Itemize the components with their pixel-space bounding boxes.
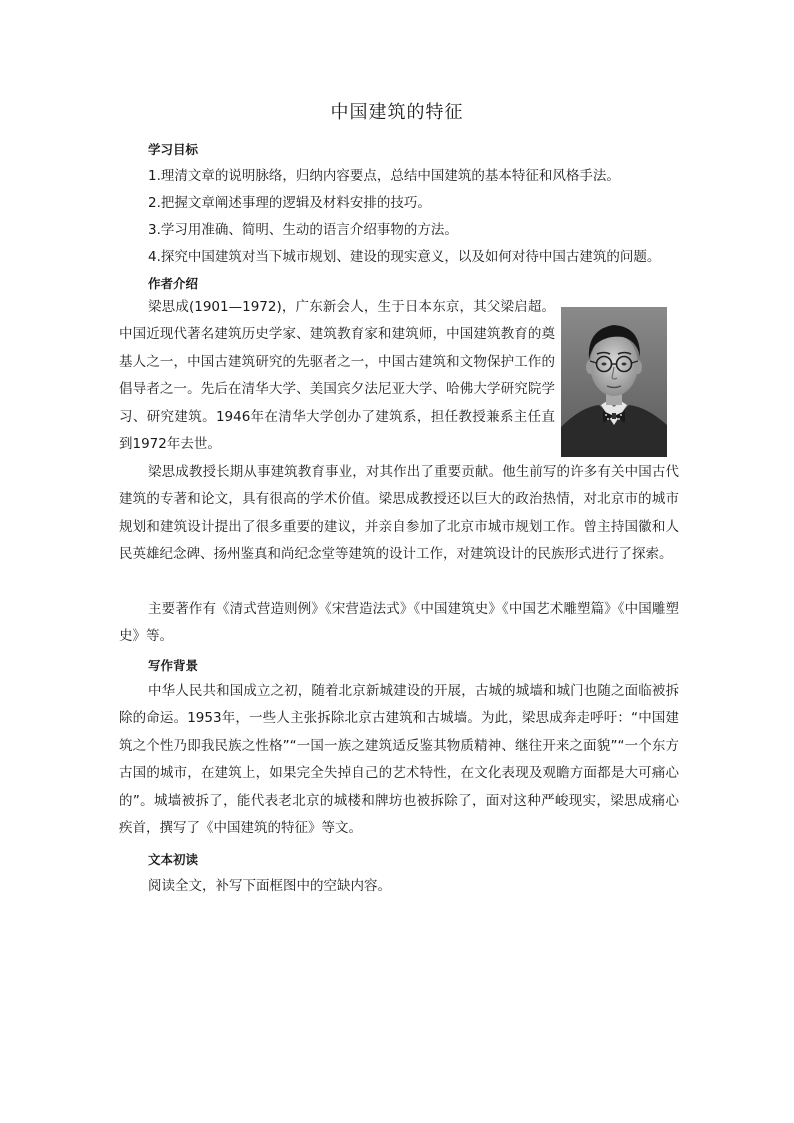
background-heading: 写作背景 (148, 658, 199, 673)
page-title: 中国建筑的特征 (330, 102, 464, 123)
portrait-image (561, 307, 667, 457)
objective-item: 2.把握文章阐述事理的逻辑及材料安排的技巧。 (148, 195, 431, 211)
objective-item: 1.理清文章的说明脉络，归纳内容要点，总结中国建筑的基本特征和风格手法。 (148, 168, 620, 184)
author-portrait (561, 307, 667, 457)
author-heading: 作者介绍 (148, 276, 199, 291)
objective-item: 4.探究中国建筑对当下城市规划、建设的现实意义，以及如何对待中国古建筑的问题。 (148, 249, 661, 265)
reading-instruction: 阅读全文，补写下面框图中的空缺内容。 (148, 878, 391, 894)
author-intro-paragraph: 梁思成(1901—1972)，广东新会人，生于日本东京，其父梁启超。中国近现代著名建筑历史学家、建筑教育家和建筑师，中国建筑教育的奠基人之一，中国古建筑研究的先驱者之一，中国古建筑和文物保护工作的倡导者之一。先后在清华大学、美国宾夕法尼亚大学、哈佛大学研究院学习、研究建筑。1946年在清华大学创办了建筑系，担任教授兼系主任直到1972年去世。 (119, 299, 555, 453)
reading-heading: 文本初读 (148, 852, 199, 867)
author-career-paragraph: 梁思成教授长期从事建筑教育事业，对其作出了重要贡献。他生前写的许多有关中国古代建筑的专著和论文，具有很高的学术价值。梁思成教授还以巨大的政治热情，对北京市的城市规划和建筑设计提出了很多重要的建议，并亲自参加了北京市城市规划工作。曾主持国徽和人民英雄纪念碑、扬州鉴真和尚纪念堂等建筑的设计工作，对建筑设计的民族形式进行了探索。 (119, 464, 679, 563)
objective-item: 3.学习用准确、简明、生动的语言介绍事物的方法。 (148, 222, 458, 238)
objectives-heading: 学习目标 (148, 142, 199, 157)
author-works-paragraph: 主要著作有《清式营造则例》《宋营造法式》《中国建筑史》《中国艺术雕塑篇》《中国雕塑史》等。 (119, 601, 679, 645)
background-paragraph: 中华人民共和国成立之初，随着北京新城建设的开展，古城的城墙和城门也随之面临被拆除的命运。1953年，一些人主张拆除北京古建筑和古城墙。为此，梁思成奔走呼吁：“中国建筑之个性乃即我民族之性格”“一国一族之建筑适反鉴其物质精神、继往开来之面貌”“一个东方古国的城市，在建筑上，如果完全失掉自己的艺术特性，在文化表现及观瞻方面都是大可痛心的”。城墙被拆了，能代表老北京的城楼和牌坊也被拆除了，面对这种严峻现实，梁思成痛心疾首，撰写了《中国建筑的特征》等文。 (119, 683, 679, 837)
